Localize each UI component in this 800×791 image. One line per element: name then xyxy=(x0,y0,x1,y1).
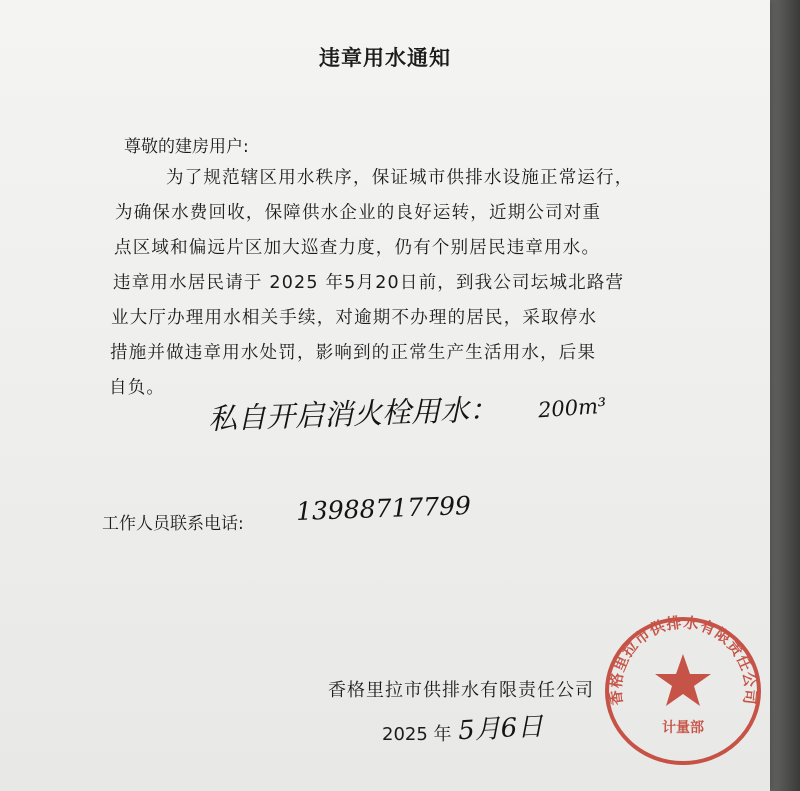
seal-org-text: 香格里拉市供排水有限责任公司 xyxy=(606,613,760,707)
seal-dept-text: 计量部 xyxy=(662,720,704,736)
notice-title: 违章用水通知 xyxy=(319,46,451,70)
contact-label: 工作人员联系电话: xyxy=(102,514,244,534)
body-line: 违章用水居民请于 2025 年5月20日前，到我公司坛城北路营 xyxy=(113,273,625,293)
date-handwritten: 5月6日 xyxy=(457,711,544,747)
handwritten-note: 私自开启消火栓用水： xyxy=(207,391,499,437)
body-line: 自负。 xyxy=(109,378,166,398)
body-line: 为确保水费回收，保障供水企业的良好运转，近期公司对重 xyxy=(115,203,602,223)
body-line: 为了规范辖区用水秩序，保证城市供排水设施正常运行， xyxy=(166,168,634,188)
body-line: 点区域和偏远片区加大巡查力度，仍有个别居民违章用水。 xyxy=(114,238,601,258)
company-name: 香格里拉市供排水有限责任公司 xyxy=(328,680,594,701)
body-line: 业大厅办理用水相关手续，对逾期不办理的居民，采取停水 xyxy=(111,308,598,328)
company-seal xyxy=(602,610,764,772)
handwritten-amount: 200m³ xyxy=(537,393,608,423)
date-printed-year: 2025 年 xyxy=(382,724,452,745)
seal-star-icon xyxy=(655,654,711,706)
contact-phone: 13988717799 xyxy=(295,490,472,527)
body-line: 措施并做违章用水处罚，影响到的正常生产生活用水，后果 xyxy=(110,343,597,363)
salutation: 尊敬的建房用户: xyxy=(124,137,249,157)
